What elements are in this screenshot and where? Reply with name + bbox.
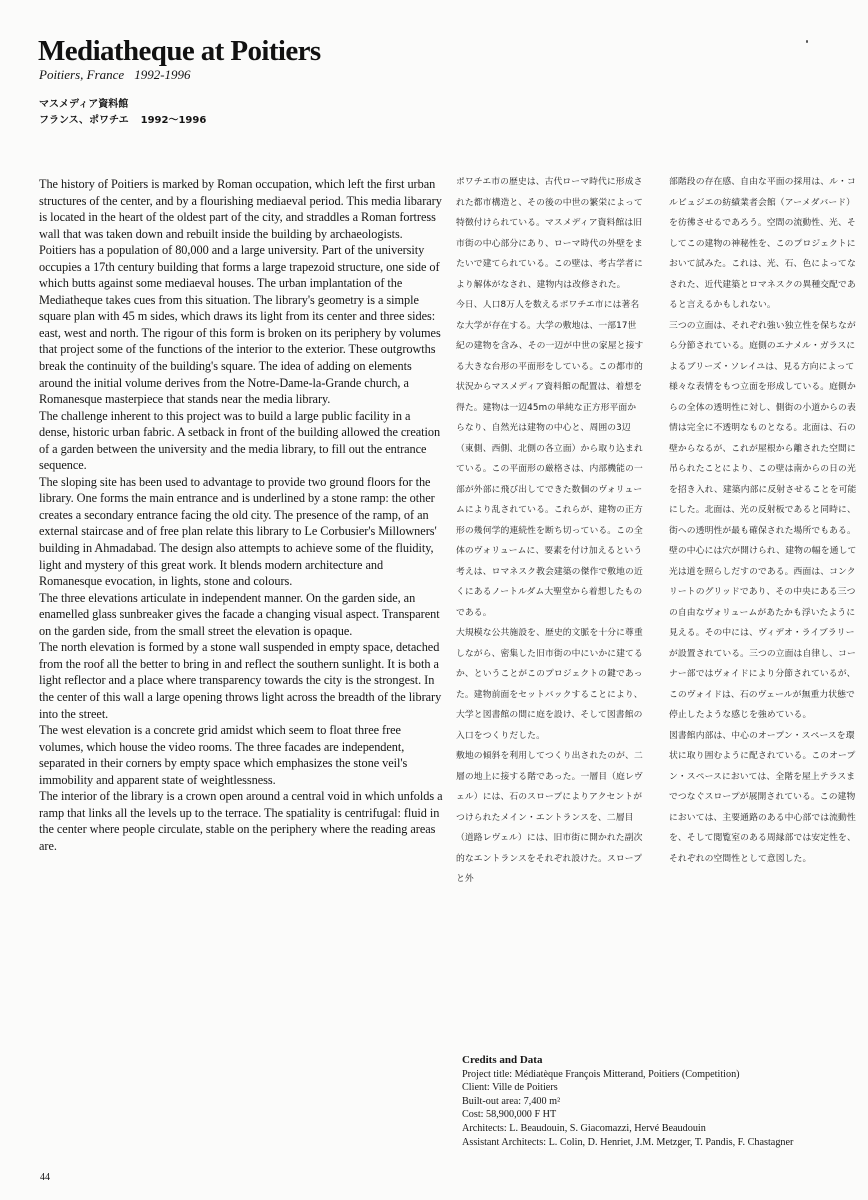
japanese-text-column-2 — [669, 172, 857, 869]
japanese-title-block — [39, 97, 206, 129]
japanese-paragraph: 部階段の存在感、自由な平面の採用は、ル・コルビュジエの紡績業者会館（アーメダバード）を彷彿させるであろう。空間の流動性、光、そしてこの建物の神秘性を、このプロジェクトにおいて試みた。これは、光、石、色によってなされた、近代建築とロマネスクの異種交配であると言えるかもしれない。 — [669, 177, 856, 310]
english-paragraph: The challenge inherent to this project was to build a large public facility in a dense, historic urban fabric. A setback in front of the building allowed the creation of a garden between the university and the media library, to fill out the entrance sequence. — [39, 408, 441, 473]
credits-heading: Credits and Data — [462, 1054, 543, 1066]
english-paragraph: The north elevation is formed by a stone wall suspended in empty space, detached from the roof all the better to bring in and reflect the southern sunlight. It is both a light reflector and a place where transparency towards the city is the strongest. In the center of this wall a large opening throws light across the breadth of the library into the street. — [39, 640, 442, 721]
japanese-paragraph: 図書館内部は、中心のオープン・スペースを環状に取り囲むように配されている。このオープン・スペースにおいては、全階を屋上テラスまでつなぐスロープが展開されている。この建物においては、主要通路のある中心部では流動性を、そして閲覧室のある周縁部では安定性を、それぞれの空間性として意図した。 — [669, 730, 856, 864]
credit-cost: Cost: 58,900,000 F HT — [462, 1109, 557, 1121]
project-location: Poitiers, France — [39, 67, 125, 82]
project-years: 1992-1996 — [134, 67, 191, 82]
english-paragraph: The three elevations articulate in independent manner. On the garden side, an enamelled glass sunbreaker gives the facade a changing visual aspect. Transparent on the garden side, from the small street the elevation is opaque. — [39, 590, 440, 638]
english-paragraph: The history of Poitiers is marked by Roman occupation, which left the first urban structures of the center, and by a flourishing mediaeval period. This media libarary is located in the heart of the oldest part of the city, and straddles a Roman fortress wall that was taken down and rebuilt inside the building by archaeologists. — [39, 177, 442, 241]
japanese-location: フランス、ポワチエ — [39, 115, 129, 126]
japanese-years: 1992〜1996 — [140, 115, 207, 126]
credit-assistant-architects: Assistant Architects: L. Colin, D. Henriet, J.M. Metzger, T. Pandis, F. Chastagner — [462, 1136, 794, 1148]
japanese-paragraph: ポワチエ市の歴史は、古代ローマ時代に形成された都市構造と、その後の中世の繁栄によって特徴付けられている。マスメディア資料館は旧市街の中心部分にあり、ローマ時代の外壁をまたいで建てられている。この壁は、考古学者により解体がなされ、建物内は改修された。 — [456, 177, 643, 290]
english-paragraph: The interior of the library is a crown open around a central void in which unfolds a ramp that links all the levels up to the terrace. The spatiality is centrifugal: fluid in the center where people circulate, stable on the periphery where the reading areas are. — [39, 789, 443, 853]
credit-architects: Architects: L. Beaudouin, S. Giacomazzi, Hervé Beaudouin — [462, 1122, 706, 1134]
japanese-paragraph: 敷地の傾斜を利用してつくり出されたのが、二層の地上に接する階であった。一層目（庭レヴェル）には、石のスロープによりアクセントがつけられたメイン・エントランスを、二層目（道路レヴェル）には、旧市街に開かれた副次的なエントランスをそれぞれ設けた。スロープと外 — [456, 751, 643, 884]
english-article-text — [39, 176, 444, 854]
credits-and-data — [462, 1054, 862, 1149]
print-speck — [806, 40, 808, 43]
credit-built-area: Built-out area: 7,400 m² — [462, 1095, 561, 1107]
japanese-location-line — [39, 113, 206, 129]
japanese-paragraph: 今日、人口8万人を数えるポワチエ市には著名な大学が存在する。大学の敷地は、一部17世紀の建物を含み、その一辺が中世の家屋と接する大きな台形の平面形をしている。この都市的状況からマスメディア資料館の配置は、着想を得た。建物は一辺45mの単純な正方形平面からなり、自然光は建物の中心と、周囲の3辺（東側、西側、北側の各立面）から取り込まれている。この平面形の厳格さは、内部機能の一部が外部に飛び出してできた数個のヴォリュームにより乱されている。これらが、建物の正方形の幾何学的連続性を断ち切っている。この全体のヴォリュームに、要素を付け加えるという考えは、ロマネスク教会建築の傑作で敷地の近くにあるノートルダム大聖堂から着想したものである。 — [456, 300, 644, 618]
english-paragraph: The west elevation is a concrete grid amidst which seem to float three free volumes, which house the video rooms. The three facades are independent, separated in their corners by empty space which emphasizes the stone veil's immobility and apparent state of weightlessness. — [39, 723, 408, 787]
japanese-title: マスメディア資料館 — [39, 99, 129, 110]
project-subtitle — [39, 67, 191, 82]
japanese-text-column-1 — [456, 172, 644, 890]
english-paragraph: The sloping site has been used to advantage to provide two ground floors for the library. One forms the main entrance and is underlined by a stone ramp: the other creates a secondary entrance facing the old city. The presence of the ramp, of an external staircase and of free plan relate this library to Le Corbusier's Millowners' building in Ahmadabad. The design also attempts to achieve some of the fluidity, light and mystery of this great work. It blends modern architecture and Romanesque evocation, in lights, stone and colours. — [39, 474, 437, 589]
page-title: Mediatheque at Poitiers — [38, 35, 321, 67]
page-number: 44 — [40, 1172, 50, 1183]
english-paragraph: Poitiers has a population of 80,000 and a large university. Part of the university occupies a 17th century building that forms a large trapezoid structure, one side of which butts against some mediaeval houses. The urban implantation of the Mediatheque takes cues from this situation. The library's geometry is a simple square plan with 45 m sides, which draws its light from its center and three sides: east, west and north. The rigour of this form is broken on its periphery by volumes that project some of the functions of the interior to the exterior. These outgrowths break the continuity of the building's square. The idea of adding on elements around the initial volume derives from the Notre-Dame-la-Grande church, a Romanesque masterpiece that stands near the media library. — [39, 243, 441, 407]
japanese-paragraph: 三つの立面は、それぞれ強い独立性を保ちながら分節されている。庭側のエナメル・ガラスによるブリーズ・ソレイユは、見る方向によって様々な表情をもつ立面を形成している。庭側からの全体の透明性に対し、側街の小道からの表情は完全に不透明なものとなる。北面は、石の壁からなるが、これが屋根から離された空間に吊られたことにより、この壁は南からの日の光を招き入れ、建築内部に反射させることを可能にした。北面は、光の反射板であると同時に、街への透明性が最も確保された場所でもある。壁の中心には穴が開けられ、建物の幅を通して光は道を照らしだすのである。西面は、コンクリートのグリッドであり、その中央にある三つの自由なヴォリュームがあたかも浮いたように見える。その中には、ヴィデオ・ライブラリーが設置されている。三つの立面は自律し、コーナー部ではヴォイドにより分節されているが、このヴォイドは、石のヴェールが無重力状態で停止したような感じを強めている。 — [669, 320, 857, 720]
japanese-paragraph: 大規模な公共施設を、歴史的文脈を十分に尊重しながら、密集した旧市街の中にいかに建てるか、ということがこのプロジェクトの鍵であった。建物前面をセットバックすることにより、大学と図書館の間に庭を設け、そして図書館の入口をつくりだした。 — [456, 628, 643, 741]
credit-project-title: Project title: Médiatèque François Mitterand, Poitiers (Competition) — [462, 1068, 740, 1080]
credit-client: Client: Ville de Poitiers — [462, 1082, 558, 1094]
